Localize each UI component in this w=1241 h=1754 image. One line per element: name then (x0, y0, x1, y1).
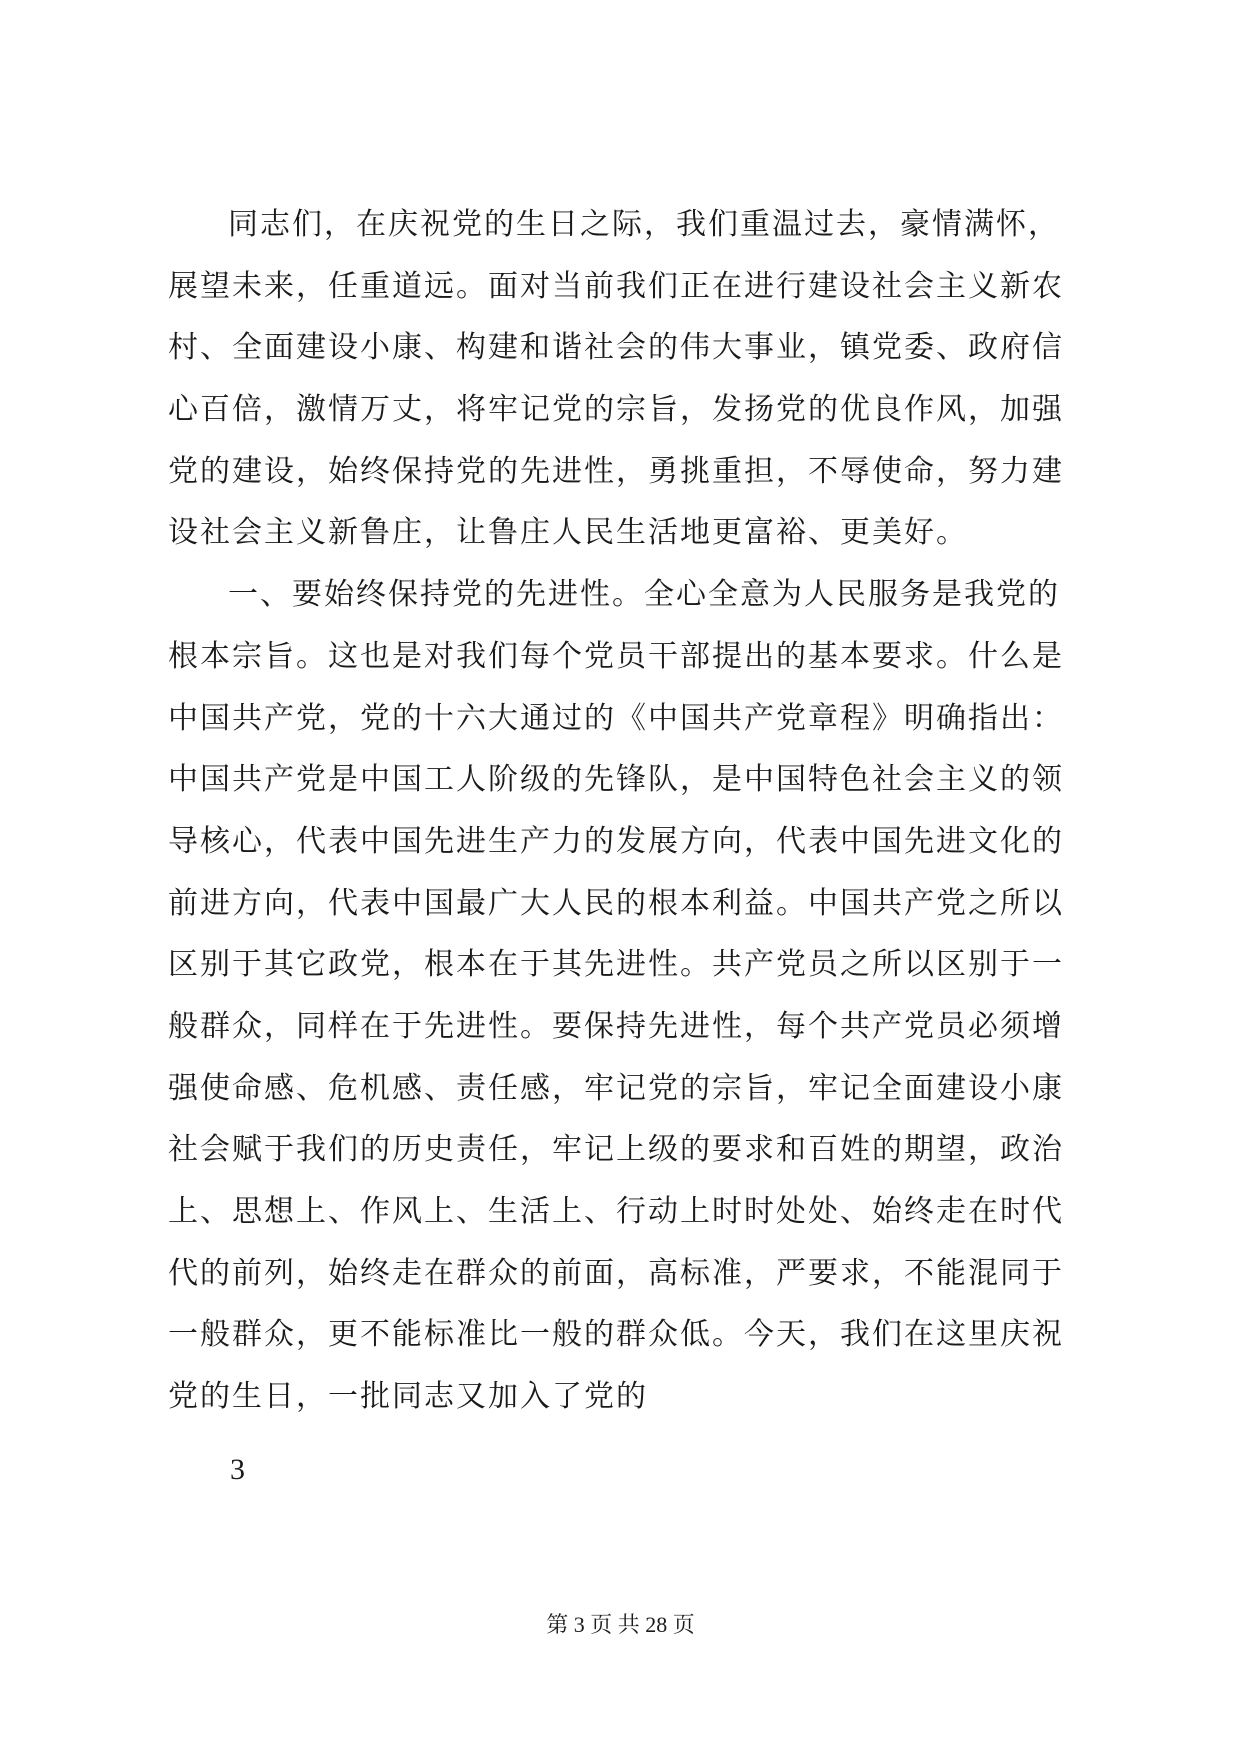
paragraph-2-line-4: 中国共产党是中国工人阶级的先锋队，是中国特色社会主义的领 (168, 762, 1064, 798)
paragraph-1-line-5: 党的建设，始终保持党的先进性，勇挑重担，不辱使命，努力建 (168, 453, 1064, 489)
paragraph-1-line-2: 展望未来，任重道远。面对当前我们正在进行建设社会主义新农 (168, 268, 1064, 304)
paragraph-2-line-10: 社会赋于我们的历史责任，牢记上级的要求和百姓的期望，政治 (168, 1132, 1064, 1168)
paragraph-2-line-13: 一般群众，更不能标准比一般的群众低。今天，我们在这里庆祝 (168, 1317, 1064, 1353)
paragraph-1-line-3: 村、全面建设小康、构建和谐社会的伟大事业，镇党委、政府信 (168, 330, 1064, 366)
paragraph-2-line-12: 代的前列，始终走在群众的前面，高标准，严要求，不能混同于 (168, 1255, 1064, 1291)
page-footer: 第 3 页 共 28 页 (546, 1612, 695, 1637)
paragraph-2-line-14: 党的生日，一批同志又加入了党的 (168, 1379, 648, 1415)
paragraph-2-line-9: 强使命感、危机感、责任感，牢记党的宗旨，牢记全面建设小康 (168, 1070, 1064, 1106)
paragraph-2-line-11: 上、思想上、作风上、生活上、行动上时时处处、始终走在时代 (168, 1194, 1064, 1229)
paragraph-1-line-1: 同志们，在庆祝党的生日之际，我们重温过去，豪情满怀， (228, 207, 1060, 242)
paragraph-2-line-3: 中国共产党，党的十六大通过的《中国共产党章程》明确指出： (168, 700, 1064, 736)
paragraph-2-line-2: 根本宗旨。这也是对我们每个党员干部提出的基本要求。什么是 (168, 638, 1064, 674)
paragraph-2-line-7: 区别于其它政党，根本在于其先进性。共产党员之所以区别于一 (168, 947, 1064, 983)
paragraph-2-line-5: 导核心，代表中国先进生产力的发展方向，代表中国先进文化的 (168, 823, 1064, 859)
document-body (168, 194, 1080, 1428)
paragraph-2-line-1: 一、要始终保持党的先进性。全心全意为人民服务是我党的 (228, 577, 1060, 613)
paragraph-2-line-8: 般群众，同样在于先进性。要保持先进性，每个共产党员必须增 (168, 1008, 1064, 1044)
paragraph-1-line-4: 心百倍，激情万丈，将牢记党的宗旨，发扬党的优良作风，加强 (168, 392, 1064, 428)
paragraph-2-line-6: 前进方向，代表中国最广大人民的根本利益。中国共产党之所以 (168, 885, 1064, 921)
page-marker: 3 (230, 1453, 245, 1486)
paragraph-1-line-6: 设社会主义新鲁庄，让鲁庄人民生活地更富裕、更美好。 (168, 515, 968, 551)
